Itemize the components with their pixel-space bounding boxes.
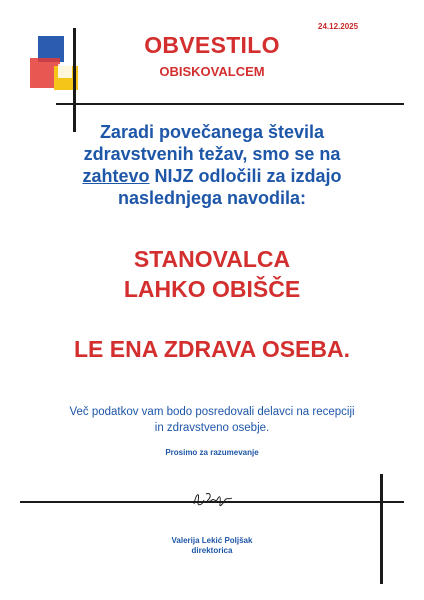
notice-date: 24.12.2025	[318, 22, 359, 31]
intro-paragraph	[0, 121, 424, 209]
signature-block	[0, 536, 424, 556]
intro-line-1: Zaradi povečanega števila	[99, 122, 325, 142]
rule-line-3: LE ENA ZDRAVA OSEBA.	[73, 336, 350, 362]
rule-line-2: LAHKO OBIŠČE	[123, 276, 301, 302]
intro-line-3-rest: NIJZ odločili za izdajo	[149, 166, 342, 186]
intro-line-4: naslednjega navodila:	[117, 188, 307, 208]
thanks-text: Prosimo za razumevanje	[165, 448, 259, 457]
info-line-2: in zdravstveno osebje.	[154, 422, 270, 434]
rule-heading	[0, 244, 424, 304]
rule-line-1: STANOVALCA	[133, 246, 291, 272]
intro-line-3	[0, 165, 424, 187]
info-line-1: Več podatkov vam bodo posredovali delavci na recepciji	[69, 406, 355, 418]
intro-underlined-word: zahtevo	[82, 166, 150, 186]
signatory-name: Valerija Lekić Poljšak	[171, 536, 253, 545]
handwritten-signature	[188, 488, 240, 510]
bottom-horizontal-line	[20, 501, 404, 503]
notice-subtitle: OBISKOVALCEM	[159, 64, 265, 79]
bottom-vertical-line	[380, 474, 383, 584]
signatory-title: direktorica	[191, 546, 233, 555]
intro-line-2: zdravstvenih težav, smo se na	[83, 144, 341, 164]
info-paragraph	[0, 404, 424, 436]
notice-title: OBVESTILO	[144, 32, 280, 58]
top-horizontal-line	[56, 103, 404, 105]
